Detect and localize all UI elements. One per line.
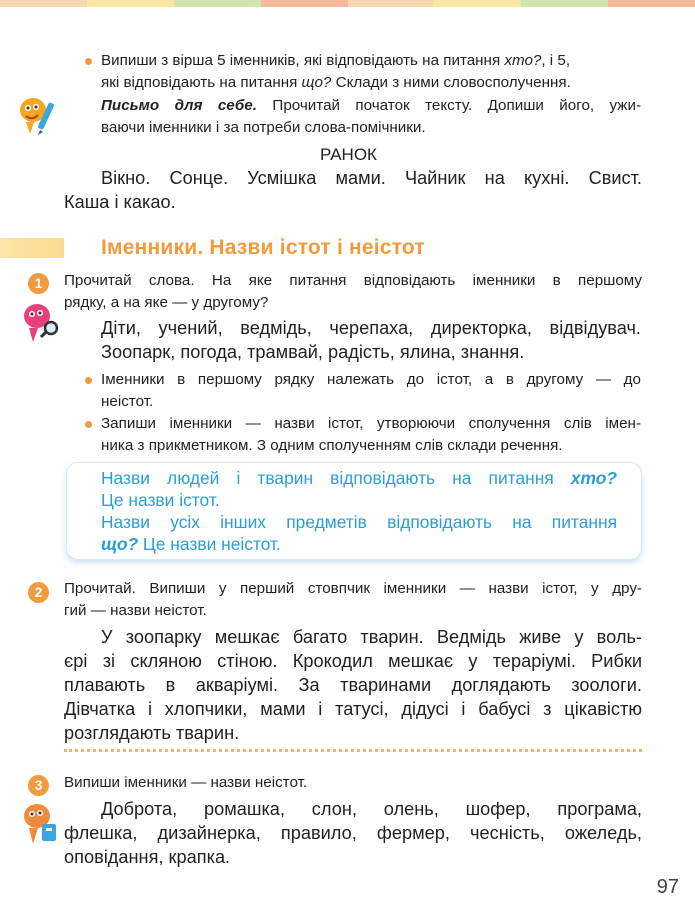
color-stripe — [348, 0, 435, 7]
color-stripe — [87, 0, 174, 7]
text-heading: РАНОК — [320, 145, 377, 164]
color-stripe — [608, 0, 695, 7]
section-band — [0, 238, 64, 258]
exercise-number: 1 — [28, 273, 49, 294]
color-stripe — [174, 0, 261, 7]
rule-box — [66, 462, 642, 560]
bullet-dot — [85, 58, 92, 65]
magnifier-mascot-icon — [20, 300, 62, 344]
ex3-text: Доброта, ромашка, слон, олень, шофер, програма, флешка, дизайнерка, правило, фермер, чесність, ожеледь, оповідання, крапка. — [64, 799, 642, 867]
exercise-number: 3 — [28, 775, 49, 796]
top-color-bar — [0, 0, 695, 7]
ex2-text: У зоопарку мешкає багато тварин. Ведмідь живе у воль- єрі зі скляною стіною. Крокодил мешкає у тераріумі. Рибки плавають в акваріумі. За тваринами доглядають зоологи. Дівчатка і хлопчики, мами і татусі, дідусі і бабусі з цікавістю розглядають тварин. — [64, 627, 642, 743]
color-stripe — [261, 0, 348, 7]
exercise-number: 2 — [28, 582, 49, 603]
color-stripe — [434, 0, 521, 7]
rule-text: Назви людей і тварин відповідають на питання хто? Це назви істот. Назви усіх інших предметів відповідають на питання що? Це назви неістот. — [101, 468, 617, 554]
pen-mascot-icon — [16, 94, 60, 136]
ex1-words: Діти, учений, ведмідь, черепаха, директорка, відвідувач. Зоопарк, погода, трамвай, радість, ялина, знання. — [101, 318, 641, 362]
bullet-dot — [85, 377, 92, 384]
dotted-divider — [64, 749, 642, 752]
ex2-task: Прочитай. Випиши у перший стовпчик іменники — назви істот, у дру- гий — назви неістот. — [64, 580, 642, 619]
intro-bullet-text: Випиши з вірша 5 іменників, які відповідають на питання хто?, і 5, які відповідають на питання що? Склади з ними словосполучення. — [101, 52, 571, 91]
page-number: 97 — [656, 876, 679, 898]
ex3-task: Випиши іменники — назви неістот. — [64, 774, 308, 791]
bullet-dot — [85, 421, 92, 428]
ex1-bullet-2: Запиши іменники — назви істот, утворюючи сполучення слів імен- ника з прикметником. З одним сполученням слів склади речення. — [101, 415, 641, 454]
section-title: Іменники. Назви істот і неістот — [101, 236, 425, 259]
ex1-task: Прочитай слова. На яке питання відповідають іменники в першому рядку, а на яке — у другому? — [64, 272, 642, 311]
color-stripe — [521, 0, 608, 7]
ex1-bullet-1: Іменники в першому рядку належать до істот, а в другому — до неістот. — [101, 371, 641, 410]
letter-task: Письмо для себе. Прочитай початок тексту. Допиши його, ужи- ваючи іменники і за потреби слова-помічники. — [101, 97, 642, 136]
intro-text: Вікно. Сонце. Усмішка мами. Чайник на кухні. Свист. Каша і какао. — [64, 168, 642, 212]
book-mascot-icon — [18, 800, 62, 846]
color-stripe — [0, 0, 87, 7]
